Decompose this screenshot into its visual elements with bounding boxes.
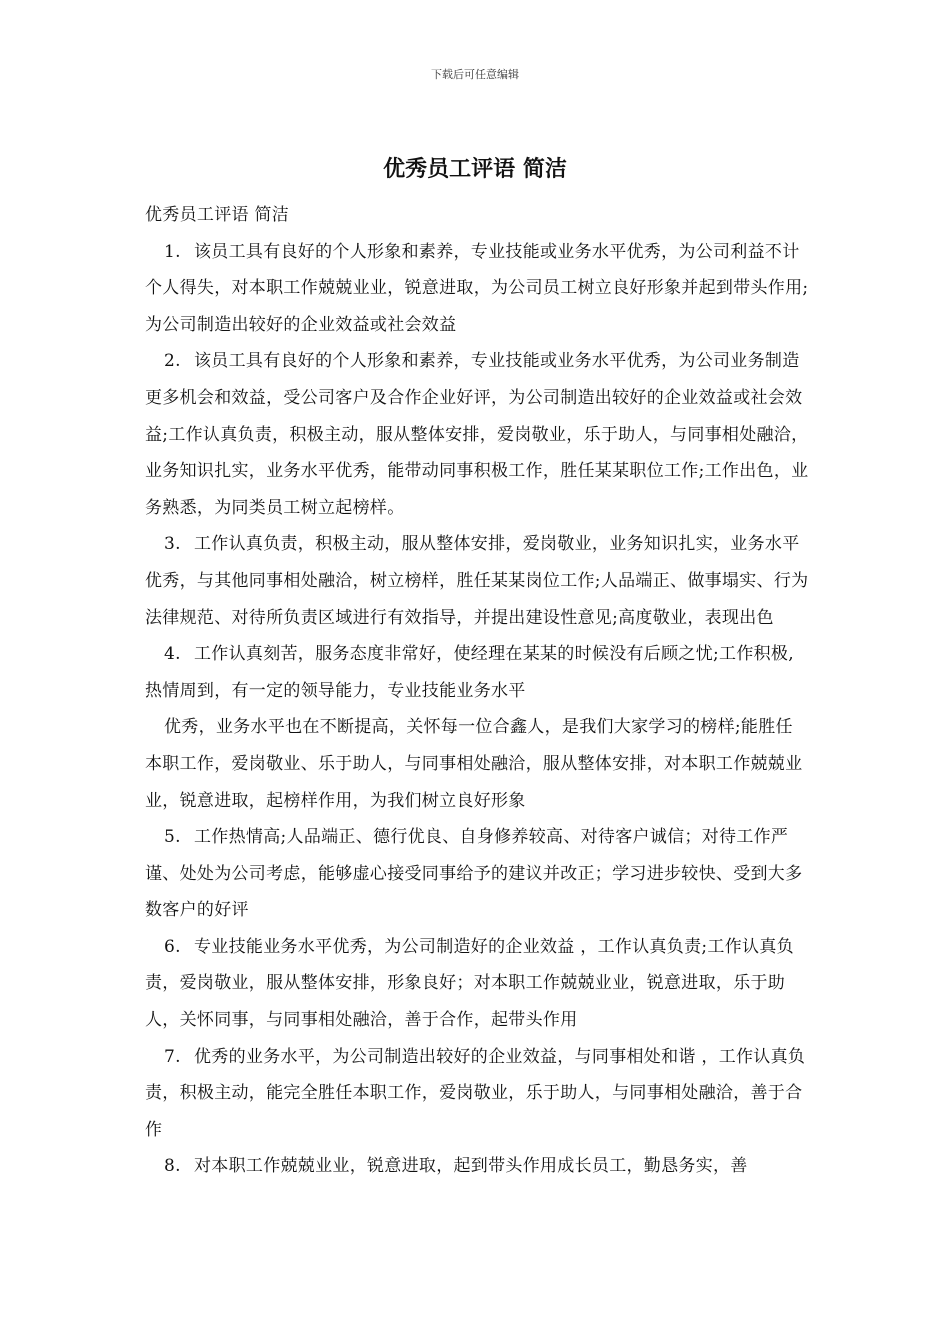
- item-number: 5.: [164, 827, 181, 848]
- list-item: [145, 526, 810, 636]
- item-text: 工作认真刻苦，服务态度非常好，使经理在某某的时候没有后顾之忧;工作积极,热情周到，有一定的领导能力，专业技能业务水平: [145, 644, 794, 701]
- item-number: 3.: [164, 534, 181, 555]
- item-text: 工作认真负责，积极主动，服从整体安排，爱岗敬业，业务知识扎实，业务水平优秀，与其他同事相处融洽，树立榜样，胜任某某岗位工作;人品端正、做事塌实、行为法律规范、对待所负责区域进行有效指导，并提出建设性意见;高度敬业，表现出色: [145, 534, 809, 628]
- item-number: 6.: [164, 936, 181, 957]
- item-text: 该员工具有良好的个人形象和素养，专业技能或业务水平优秀，为公司业务制造更多机会和效益，受公司客户及合作企业好评，为公司制造出较好的企业效益或社会效益;工作认真负责，积极主动，服从整体安排，爱岗敬业，乐于助人，与同事相处融洽，业务知识扎实，业务水平优秀，能带动同事积极工作，胜任某某职位工作;工作出色，业务熟悉，为同类员工树立起榜样。: [145, 351, 809, 518]
- item-text: 专业技能业务水平优秀，为公司制造好的企业效益 ，工作认真负责;工作认真负责，爱岗敬业，服从整体安排，形象良好；对本职工作兢兢业业，锐意进取，乐于助人，关怀同事，与同事相处融洽，善于合作，起带头作用: [145, 936, 794, 1031]
- list-item-continuation: [145, 709, 810, 819]
- list-item: [145, 1039, 810, 1149]
- document-body: [145, 197, 810, 1185]
- list-item: [145, 929, 810, 1039]
- item-number: 2.: [164, 351, 181, 372]
- header-note: 下载后可任意编辑: [431, 68, 519, 81]
- item-number: 8.: [164, 1156, 181, 1177]
- item-number: 4.: [164, 644, 181, 665]
- list-item: [145, 234, 810, 344]
- item-text: 优秀的业务水平，为公司制造出较好的企业效益，与同事相处和谐 ，工作认真负责，积极主动，能完全胜任本职工作，爱岗敬业，乐于助人，与同事相处融洽，善于合作: [145, 1046, 806, 1140]
- item-number: 1.: [164, 241, 181, 262]
- document-subtitle: 优秀员工评语 简洁: [145, 205, 290, 225]
- item-text: 工作热情高;人品端正、德行优良、自身修养较高、对待客户诚信；对待工作严谨、处处为公司考虑，能够虚心接受同事给予的建议并改正；学习进步较快、受到大多数客户的好评: [145, 827, 803, 921]
- list-item: [145, 819, 810, 929]
- document-title: 优秀员工评语 简洁: [383, 157, 567, 182]
- item-text: 优秀，业务水平也在不断提高，关怀每一位合鑫人，是我们大家学习的榜样;能胜任本职工作，爱岗敬业、乐于助人，与同事相处融洽，服从整体安排，对本职工作兢兢业业，锐意进取，起榜样作用，为我们树立良好形象: [145, 717, 803, 811]
- item-text: 对本职工作兢兢业业，锐意进取，起到带头作用成长员工，勤恳务实，善: [194, 1156, 748, 1177]
- list-item: [145, 1148, 810, 1185]
- item-text: 该员工具有良好的个人形象和素养，专业技能或业务水平优秀，为公司利益不计个人得失，对本职工作兢兢业业，锐意进取，为公司员工树立良好形象并起到带头作用;为公司制造出较好的企业效益或社会效益: [145, 241, 809, 335]
- list-item: [145, 636, 810, 709]
- list-item: [145, 343, 810, 526]
- item-number: 7.: [164, 1046, 181, 1067]
